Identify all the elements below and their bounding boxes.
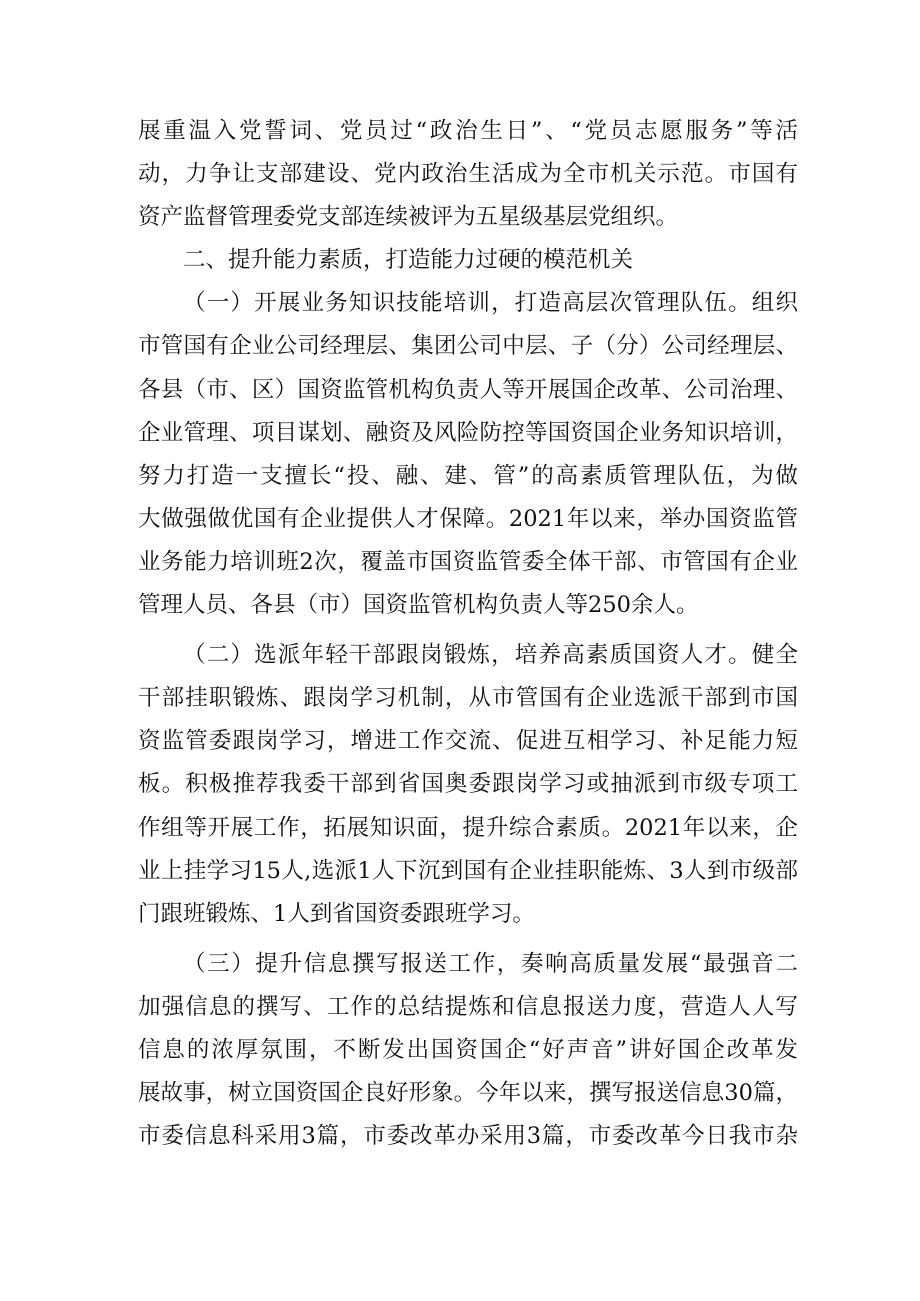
text-line: 企业管理、项目谋划、融资及风险防控等国资国企业务知识培训，	[138, 419, 798, 446]
text-line: 干部挂职锻炼、跟岗学习机制，从市管国有企业选派干部到市国	[138, 685, 798, 712]
text-line: 板。积极推荐我委干部到省国奥委跟岗学习或抽派到市级专项工	[138, 771, 798, 798]
text-line: 业上挂学习15人,选派1人下沉到国有企业挂职能炼、3人到市级部	[138, 857, 798, 884]
paragraph-continuation	[138, 110, 798, 239]
text-line: 动，力争让支部建设、党内政治生活成为全市机关示范。市国有	[138, 161, 798, 188]
text-line: 作组等开展工作，拓展知识面，提升综合素质。2021年以来，企	[138, 814, 798, 841]
text-line: （二）选派年轻干部跟岗锻炼，培养高素质国资人才。健全	[183, 642, 798, 669]
text-line: 资产监督管理委党支部连续被评为五星级基层党组织。	[138, 204, 679, 231]
text-line: 门跟班锻炼、1人到省国资委跟班学习。	[138, 900, 535, 927]
text-line: 努力打造一支擅长“投、融、建、管”的高素质管理队伍，为做	[138, 462, 798, 489]
paragraph-subsection-3	[138, 943, 798, 1158]
paragraph-subsection-2	[138, 634, 798, 936]
text-line: 展重温入党誓词、党员过“政治生日”、“党员志愿服务”等活	[138, 118, 798, 144]
text-line: 资监管委跟岗学习，增进工作交流、促进互相学习、补足能力短	[138, 728, 798, 755]
text-line: 展故事，树立国资国企良好形象。今年以来，撰写报送信息30篇，	[138, 1080, 798, 1107]
text-line: （一）开展业务知识技能培训，打造高层次管理队伍。组织	[183, 290, 798, 317]
text-line: 信息的浓厚氛围，不断发出国资国企“好声音”讲好国企改革发	[138, 1036, 798, 1063]
document-body	[138, 110, 798, 1158]
text-line: （三）提升信息撰写报送工作，奏响高质量发展“最强音二	[183, 950, 798, 977]
text-line: 各县（市、区）国资监管机构负责人等开展国企改革、公司治理、	[138, 376, 798, 403]
text-line: 大做强做优国有企业提供人才保障。2021年以来，举办国资监管	[138, 505, 798, 532]
paragraph-subsection-1	[138, 282, 798, 627]
text-line: 加强信息的撰写、工作的总结提炼和信息报送力度，营造人人写	[138, 993, 798, 1020]
section-heading	[138, 239, 798, 282]
text-line: 管理人员、各县（市）国资监管机构负责人等250余人。	[138, 592, 699, 619]
text-line: 市管国有企业公司经理层、集团公司中层、子（分）公司经理层、	[138, 333, 798, 360]
heading-text: 二、提升能力素质，打造能力过硬的模范机关	[183, 247, 634, 274]
text-line: 业务能力培训班2次，覆盖市国资监管委全体干部、市管国有企业	[138, 548, 798, 575]
text-line: 市委信息科采用3篇，市委改革办采用3篇，市委改革今日我市杂	[138, 1123, 798, 1150]
